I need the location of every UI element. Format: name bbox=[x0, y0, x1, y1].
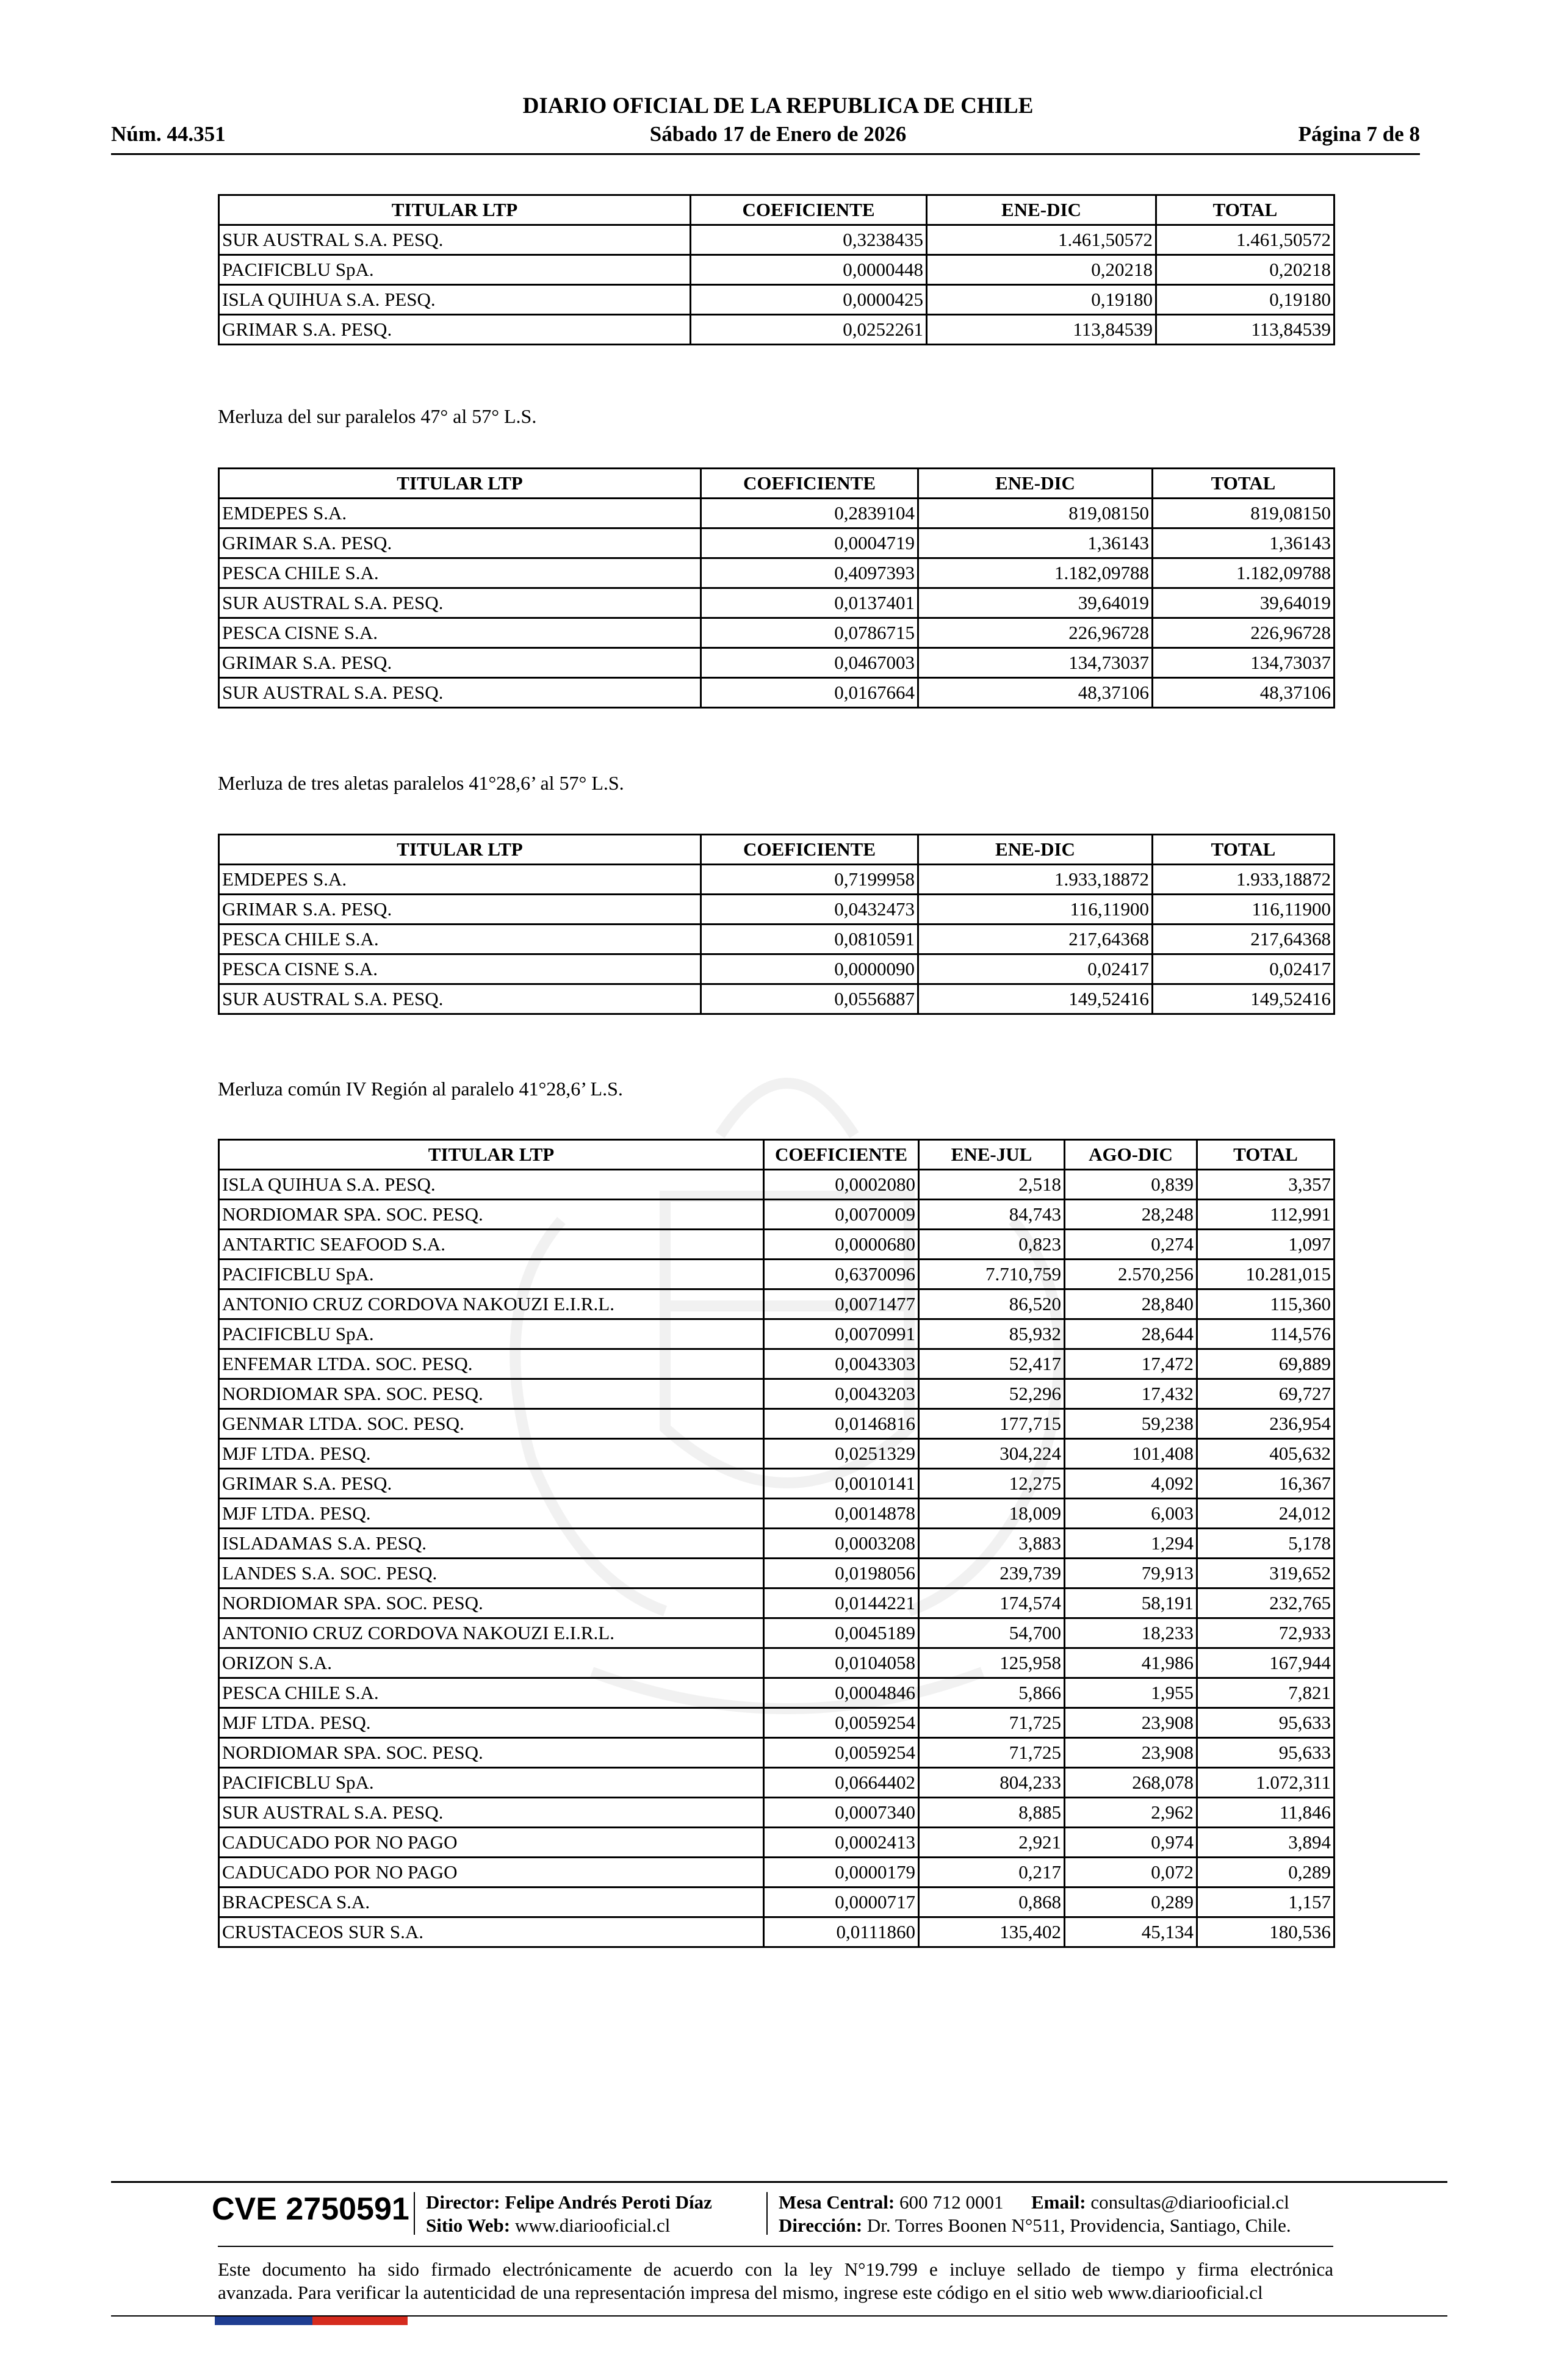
contact-line bbox=[779, 2191, 1289, 2214]
publication-title: DIARIO OFICIAL DE LA REPUBLICA DE CHILE bbox=[522, 93, 1034, 118]
titular-cell: PESCA CISNE S.A. bbox=[219, 618, 701, 648]
column-header: AGO-DIC bbox=[1065, 1140, 1197, 1170]
total-cell: 232,765 bbox=[1197, 1588, 1334, 1618]
column-header: TITULAR LTP bbox=[219, 469, 701, 499]
table-row bbox=[219, 1768, 1334, 1798]
table-header-row bbox=[219, 1140, 1334, 1170]
coeficiente-cell: 0,0002080 bbox=[764, 1170, 919, 1200]
table-row bbox=[219, 1888, 1334, 1917]
ene-jul-cell: 54,700 bbox=[919, 1618, 1065, 1648]
ago-dic-cell: 2.570,256 bbox=[1065, 1260, 1197, 1289]
ago-dic-cell: 1,955 bbox=[1065, 1678, 1197, 1708]
titular-cell: ANTARTIC SEAFOOD S.A. bbox=[219, 1230, 764, 1260]
coeficiente-cell: 0,0071477 bbox=[764, 1289, 919, 1319]
table-row bbox=[219, 865, 1334, 895]
total-cell: 72,933 bbox=[1197, 1618, 1334, 1648]
titular-cell: EMDEPES S.A. bbox=[219, 499, 701, 528]
total-cell: 819,08150 bbox=[1153, 499, 1334, 528]
coeficiente-cell: 0,0810591 bbox=[701, 925, 918, 954]
ene-jul-cell: 239,739 bbox=[919, 1559, 1065, 1588]
ago-dic-cell: 101,408 bbox=[1065, 1439, 1197, 1469]
titular-cell: ENFEMAR LTDA. SOC. PESQ. bbox=[219, 1349, 764, 1379]
table-row bbox=[219, 1828, 1334, 1858]
coeficiente-cell: 0,0000425 bbox=[691, 285, 927, 315]
titular-cell: NORDIOMAR SPA. SOC. PESQ. bbox=[219, 1200, 764, 1230]
phone-number: 600 712 0001 bbox=[899, 2191, 1004, 2213]
total-cell: 7,821 bbox=[1197, 1678, 1334, 1708]
table-row bbox=[219, 1559, 1334, 1588]
ago-dic-cell: 79,913 bbox=[1065, 1559, 1197, 1588]
total-cell: 134,73037 bbox=[1153, 648, 1334, 678]
titular-cell: SUR AUSTRAL S.A. PESQ. bbox=[219, 1798, 764, 1828]
coeficiente-cell: 0,0043303 bbox=[764, 1349, 919, 1379]
column-header: TITULAR LTP bbox=[219, 1140, 764, 1170]
column-header: COEFICIENTE bbox=[764, 1140, 919, 1170]
ago-dic-cell: 17,432 bbox=[1065, 1379, 1197, 1409]
section-caption: Merluza de tres aletas paralelos 41°28,6’ al 57° L.S. bbox=[218, 772, 624, 794]
footer-divider bbox=[218, 2246, 1333, 2247]
coeficiente-cell: 0,0000680 bbox=[764, 1230, 919, 1260]
table-row bbox=[219, 1678, 1334, 1708]
table-row bbox=[219, 954, 1334, 984]
table-row bbox=[219, 1439, 1334, 1469]
page-number: Página 7 de 8 bbox=[1298, 122, 1420, 146]
ene-jul-cell: 174,574 bbox=[919, 1588, 1065, 1618]
quota-table-merluza-tres-aletas bbox=[218, 834, 1335, 1015]
total-cell: 48,37106 bbox=[1153, 678, 1334, 708]
titular-cell: SUR AUSTRAL S.A. PESQ. bbox=[219, 984, 701, 1014]
titular-cell: CADUCADO POR NO PAGO bbox=[219, 1828, 764, 1858]
ago-dic-cell: 2,962 bbox=[1065, 1798, 1197, 1828]
ene-jul-cell: 85,932 bbox=[919, 1319, 1065, 1349]
ene-dic-cell: 48,37106 bbox=[918, 678, 1153, 708]
ene-jul-cell: 135,402 bbox=[919, 1917, 1065, 1947]
table-row bbox=[219, 1618, 1334, 1648]
coeficiente-cell: 0,0198056 bbox=[764, 1559, 919, 1588]
coeficiente-cell: 0,0104058 bbox=[764, 1648, 919, 1678]
coeficiente-cell: 0,6370096 bbox=[764, 1260, 919, 1289]
ago-dic-cell: 58,191 bbox=[1065, 1588, 1197, 1618]
titular-cell: GRIMAR S.A. PESQ. bbox=[219, 315, 691, 345]
ene-jul-cell: 71,725 bbox=[919, 1708, 1065, 1738]
email-link[interactable]: consultas@diariooficial.cl bbox=[1090, 2191, 1289, 2213]
ene-dic-cell: 116,11900 bbox=[918, 895, 1153, 925]
ene-dic-cell: 1.182,09788 bbox=[918, 558, 1153, 588]
titular-cell: CADUCADO POR NO PAGO bbox=[219, 1858, 764, 1888]
website-link[interactable]: www.diariooficial.cl bbox=[514, 2215, 671, 2236]
total-cell: 3,894 bbox=[1197, 1828, 1334, 1858]
coeficiente-cell: 0,0059254 bbox=[764, 1708, 919, 1738]
total-cell: 113,84539 bbox=[1156, 315, 1334, 345]
ago-dic-cell: 0,274 bbox=[1065, 1230, 1197, 1260]
table-row bbox=[219, 1379, 1334, 1409]
coeficiente-cell: 0,0004719 bbox=[701, 528, 918, 558]
cve-code: CVE 2750591 bbox=[212, 2191, 409, 2227]
total-cell: 116,11900 bbox=[1153, 895, 1334, 925]
coeficiente-cell: 0,0432473 bbox=[701, 895, 918, 925]
total-cell: 1,157 bbox=[1197, 1888, 1334, 1917]
ene-jul-cell: 2,921 bbox=[919, 1828, 1065, 1858]
table-row bbox=[219, 1349, 1334, 1379]
table-row bbox=[219, 315, 1334, 345]
titular-cell: ORIZON S.A. bbox=[219, 1648, 764, 1678]
coeficiente-cell: 0,0467003 bbox=[701, 648, 918, 678]
disclaimer-line: Este documento ha sido firmado electrónicamente de acuerdo con la ley N°19.799 e incluye sellado de tiempo y firma electrónica bbox=[218, 2259, 1333, 2280]
coeficiente-cell: 0,0137401 bbox=[701, 588, 918, 618]
ene-jul-cell: 3,883 bbox=[919, 1529, 1065, 1559]
column-header: COEFICIENTE bbox=[701, 469, 918, 499]
table-header-row bbox=[219, 195, 1334, 225]
titular-cell: LANDES S.A. SOC. PESQ. bbox=[219, 1559, 764, 1588]
coeficiente-cell: 0,0167664 bbox=[701, 678, 918, 708]
ene-dic-cell: 1.461,50572 bbox=[927, 225, 1156, 255]
ene-dic-cell: 1,36143 bbox=[918, 528, 1153, 558]
column-header: COEFICIENTE bbox=[691, 195, 927, 225]
titular-cell: PACIFICBLU SpA. bbox=[219, 1319, 764, 1349]
total-cell: 0,289 bbox=[1197, 1858, 1334, 1888]
ago-dic-cell: 0,974 bbox=[1065, 1828, 1197, 1858]
ene-dic-cell: 39,64019 bbox=[918, 588, 1153, 618]
ene-jul-cell: 125,958 bbox=[919, 1648, 1065, 1678]
ago-dic-cell: 18,233 bbox=[1065, 1618, 1197, 1648]
table-row bbox=[219, 1230, 1334, 1260]
table-row bbox=[219, 1529, 1334, 1559]
total-cell: 0,02417 bbox=[1153, 954, 1334, 984]
table-row bbox=[219, 558, 1334, 588]
total-cell: 114,576 bbox=[1197, 1319, 1334, 1349]
total-cell: 0,19180 bbox=[1156, 285, 1334, 315]
table-row bbox=[219, 588, 1334, 618]
titular-cell: NORDIOMAR SPA. SOC. PESQ. bbox=[219, 1379, 764, 1409]
titular-cell: GRIMAR S.A. PESQ. bbox=[219, 895, 701, 925]
website-label: Sitio Web: bbox=[426, 2215, 511, 2236]
ago-dic-cell: 1,294 bbox=[1065, 1529, 1197, 1559]
column-header: TOTAL bbox=[1153, 469, 1334, 499]
email-label: Email: bbox=[1031, 2191, 1086, 2213]
total-cell: 236,954 bbox=[1197, 1409, 1334, 1439]
coeficiente-cell: 0,0786715 bbox=[701, 618, 918, 648]
titular-cell: PESCA CHILE S.A. bbox=[219, 925, 701, 954]
ene-dic-cell: 0,02417 bbox=[918, 954, 1153, 984]
table-row bbox=[219, 255, 1334, 285]
coeficiente-cell: 0,0000717 bbox=[764, 1888, 919, 1917]
quota-table-merluza-comun bbox=[218, 1139, 1335, 1948]
total-cell: 1.461,50572 bbox=[1156, 225, 1334, 255]
ene-jul-cell: 84,743 bbox=[919, 1200, 1065, 1230]
total-cell: 24,012 bbox=[1197, 1499, 1334, 1529]
ene-jul-cell: 5,866 bbox=[919, 1678, 1065, 1708]
disclaimer-line: avanzada. Para verificar la autenticidad de una representación impresa del mismo, ingrese este código en el sitio web www.diariooficial.cl bbox=[218, 2282, 1263, 2303]
table-row bbox=[219, 678, 1334, 708]
table-row bbox=[219, 1798, 1334, 1828]
ene-dic-cell: 0,20218 bbox=[927, 255, 1156, 285]
address-line bbox=[779, 2214, 1291, 2237]
header-divider bbox=[111, 153, 1420, 155]
titular-cell: NORDIOMAR SPA. SOC. PESQ. bbox=[219, 1588, 764, 1618]
address-text: Dr. Torres Boonen N°511, Providencia, Santiago, Chile. bbox=[866, 2215, 1291, 2236]
section-caption: Merluza del sur paralelos 47° al 57° L.S. bbox=[218, 405, 537, 427]
total-cell: 1,36143 bbox=[1153, 528, 1334, 558]
table-row bbox=[219, 528, 1334, 558]
director-name: Felipe Andrés Peroti Díaz bbox=[505, 2191, 712, 2213]
coeficiente-cell: 0,0004846 bbox=[764, 1678, 919, 1708]
coeficiente-cell: 0,0070991 bbox=[764, 1319, 919, 1349]
director-label: Director: bbox=[426, 2191, 500, 2213]
column-header: COEFICIENTE bbox=[701, 835, 918, 865]
ene-dic-cell: 217,64368 bbox=[918, 925, 1153, 954]
column-header: TOTAL bbox=[1153, 835, 1334, 865]
ago-dic-cell: 23,908 bbox=[1065, 1738, 1197, 1768]
table-row bbox=[219, 1708, 1334, 1738]
table-row bbox=[219, 1738, 1334, 1768]
column-header: TOTAL bbox=[1156, 195, 1334, 225]
table-row bbox=[219, 1858, 1334, 1888]
ene-jul-cell: 18,009 bbox=[919, 1499, 1065, 1529]
ene-jul-cell: 71,725 bbox=[919, 1738, 1065, 1768]
titular-cell: CRUSTACEOS SUR S.A. bbox=[219, 1917, 764, 1947]
ago-dic-cell: 4,092 bbox=[1065, 1469, 1197, 1499]
coeficiente-cell: 0,0014878 bbox=[764, 1499, 919, 1529]
titular-cell: PACIFICBLU SpA. bbox=[219, 1260, 764, 1289]
ene-dic-cell: 1.933,18872 bbox=[918, 865, 1153, 895]
flag-stripe-red bbox=[312, 2317, 408, 2325]
titular-cell: PESCA CHILE S.A. bbox=[219, 558, 701, 588]
ene-jul-cell: 2,518 bbox=[919, 1170, 1065, 1200]
coeficiente-cell: 0,0000090 bbox=[701, 954, 918, 984]
table-row bbox=[219, 895, 1334, 925]
ene-jul-cell: 804,233 bbox=[919, 1768, 1065, 1798]
total-cell: 405,632 bbox=[1197, 1439, 1334, 1469]
coeficiente-cell: 0,0556887 bbox=[701, 984, 918, 1014]
coeficiente-cell: 0,7199958 bbox=[701, 865, 918, 895]
total-cell: 95,633 bbox=[1197, 1738, 1334, 1768]
ago-dic-cell: 23,908 bbox=[1065, 1708, 1197, 1738]
table-row bbox=[219, 618, 1334, 648]
column-header: ENE-DIC bbox=[918, 835, 1153, 865]
coeficiente-cell: 0,0070009 bbox=[764, 1200, 919, 1230]
table-row bbox=[219, 1289, 1334, 1319]
address-label: Dirección: bbox=[779, 2215, 863, 2236]
column-header: ENE-JUL bbox=[919, 1140, 1065, 1170]
total-cell: 3,357 bbox=[1197, 1170, 1334, 1200]
ene-jul-cell: 304,224 bbox=[919, 1439, 1065, 1469]
ene-jul-cell: 8,885 bbox=[919, 1798, 1065, 1828]
ene-dic-cell: 149,52416 bbox=[918, 984, 1153, 1014]
table-row bbox=[219, 499, 1334, 528]
ene-jul-cell: 86,520 bbox=[919, 1289, 1065, 1319]
column-header: TITULAR LTP bbox=[219, 835, 701, 865]
ene-jul-cell: 177,715 bbox=[919, 1409, 1065, 1439]
ene-jul-cell: 0,823 bbox=[919, 1230, 1065, 1260]
footer-divider bbox=[111, 2181, 1447, 2183]
flag-stripe-blue bbox=[215, 2317, 312, 2325]
coeficiente-cell: 0,0043203 bbox=[764, 1379, 919, 1409]
footer-separator bbox=[766, 2192, 768, 2235]
ago-dic-cell: 17,472 bbox=[1065, 1349, 1197, 1379]
coeficiente-cell: 0,2839104 bbox=[701, 499, 918, 528]
table-row bbox=[219, 648, 1334, 678]
coeficiente-cell: 0,4097393 bbox=[701, 558, 918, 588]
coeficiente-cell: 0,0251329 bbox=[764, 1439, 919, 1469]
coeficiente-cell: 0,0007340 bbox=[764, 1798, 919, 1828]
ago-dic-cell: 28,248 bbox=[1065, 1200, 1197, 1230]
coeficiente-cell: 0,3238435 bbox=[691, 225, 927, 255]
titular-cell: ISLA QUIHUA S.A. PESQ. bbox=[219, 285, 691, 315]
ene-jul-cell: 7.710,759 bbox=[919, 1260, 1065, 1289]
total-cell: 167,944 bbox=[1197, 1648, 1334, 1678]
signature-disclaimer bbox=[218, 2258, 1333, 2304]
column-header: ENE-DIC bbox=[927, 195, 1156, 225]
table-row bbox=[219, 925, 1334, 954]
titular-cell: NORDIOMAR SPA. SOC. PESQ. bbox=[219, 1738, 764, 1768]
total-cell: 1.182,09788 bbox=[1153, 558, 1334, 588]
ago-dic-cell: 59,238 bbox=[1065, 1409, 1197, 1439]
titular-cell: ISLADAMAS S.A. PESQ. bbox=[219, 1529, 764, 1559]
table-header-row bbox=[219, 469, 1334, 499]
titular-cell: MJF LTDA. PESQ. bbox=[219, 1439, 764, 1469]
titular-cell: PESCA CHILE S.A. bbox=[219, 1678, 764, 1708]
ene-dic-cell: 113,84539 bbox=[927, 315, 1156, 345]
total-cell: 95,633 bbox=[1197, 1708, 1334, 1738]
total-cell: 217,64368 bbox=[1153, 925, 1334, 954]
total-cell: 226,96728 bbox=[1153, 618, 1334, 648]
table-row bbox=[219, 1469, 1334, 1499]
ago-dic-cell: 0,289 bbox=[1065, 1888, 1197, 1917]
titular-cell: BRACPESCA S.A. bbox=[219, 1888, 764, 1917]
coeficiente-cell: 0,0146816 bbox=[764, 1409, 919, 1439]
table-row bbox=[219, 1260, 1334, 1289]
ago-dic-cell: 28,840 bbox=[1065, 1289, 1197, 1319]
quota-table-merluza-sur bbox=[218, 467, 1335, 709]
titular-cell: GRIMAR S.A. PESQ. bbox=[219, 648, 701, 678]
column-header: TOTAL bbox=[1197, 1140, 1334, 1170]
titular-cell: GENMAR LTDA. SOC. PESQ. bbox=[219, 1409, 764, 1439]
website-line bbox=[426, 2214, 670, 2237]
table-row bbox=[219, 1917, 1334, 1947]
table-row bbox=[219, 225, 1334, 255]
titular-cell: GRIMAR S.A. PESQ. bbox=[219, 1469, 764, 1499]
section-caption: Merluza común IV Región al paralelo 41°28,6’ L.S. bbox=[218, 1078, 623, 1100]
titular-cell: SUR AUSTRAL S.A. PESQ. bbox=[219, 678, 701, 708]
quota-table-continuation bbox=[218, 194, 1335, 345]
total-cell: 319,652 bbox=[1197, 1559, 1334, 1588]
table-row bbox=[219, 1499, 1334, 1529]
ene-jul-cell: 52,296 bbox=[919, 1379, 1065, 1409]
ene-jul-cell: 12,275 bbox=[919, 1469, 1065, 1499]
footer-separator bbox=[414, 2192, 415, 2235]
table-row bbox=[219, 1648, 1334, 1678]
titular-cell: ANTONIO CRUZ CORDOVA NAKOUZI E.I.R.L. bbox=[219, 1618, 764, 1648]
total-cell: 11,846 bbox=[1197, 1798, 1334, 1828]
total-cell: 1,097 bbox=[1197, 1230, 1334, 1260]
ene-dic-cell: 819,08150 bbox=[918, 499, 1153, 528]
total-cell: 1.933,18872 bbox=[1153, 865, 1334, 895]
titular-cell: MJF LTDA. PESQ. bbox=[219, 1708, 764, 1738]
coeficiente-cell: 0,0664402 bbox=[764, 1768, 919, 1798]
total-cell: 39,64019 bbox=[1153, 588, 1334, 618]
coeficiente-cell: 0,0010141 bbox=[764, 1469, 919, 1499]
ene-dic-cell: 134,73037 bbox=[918, 648, 1153, 678]
phone-label: Mesa Central: bbox=[779, 2191, 895, 2213]
total-cell: 69,727 bbox=[1197, 1379, 1334, 1409]
total-cell: 112,991 bbox=[1197, 1200, 1334, 1230]
table-row bbox=[219, 984, 1334, 1014]
table-row bbox=[219, 1170, 1334, 1200]
publication-date: Sábado 17 de Enero de 2026 bbox=[649, 122, 907, 146]
coeficiente-cell: 0,0252261 bbox=[691, 315, 927, 345]
total-cell: 1.072,311 bbox=[1197, 1768, 1334, 1798]
total-cell: 16,367 bbox=[1197, 1469, 1334, 1499]
titular-cell: PESCA CISNE S.A. bbox=[219, 954, 701, 984]
ene-jul-cell: 52,417 bbox=[919, 1349, 1065, 1379]
ago-dic-cell: 0,072 bbox=[1065, 1858, 1197, 1888]
director-line bbox=[426, 2191, 712, 2214]
titular-cell: SUR AUSTRAL S.A. PESQ. bbox=[219, 588, 701, 618]
total-cell: 180,536 bbox=[1197, 1917, 1334, 1947]
total-cell: 115,360 bbox=[1197, 1289, 1334, 1319]
coeficiente-cell: 0,0000179 bbox=[764, 1858, 919, 1888]
column-header: TITULAR LTP bbox=[219, 195, 691, 225]
table-row bbox=[219, 1588, 1334, 1618]
ago-dic-cell: 28,644 bbox=[1065, 1319, 1197, 1349]
coeficiente-cell: 0,0045189 bbox=[764, 1618, 919, 1648]
total-cell: 69,889 bbox=[1197, 1349, 1334, 1379]
total-cell: 5,178 bbox=[1197, 1529, 1334, 1559]
table-row bbox=[219, 285, 1334, 315]
coeficiente-cell: 0,0002413 bbox=[764, 1828, 919, 1858]
titular-cell: ISLA QUIHUA S.A. PESQ. bbox=[219, 1170, 764, 1200]
coeficiente-cell: 0,0111860 bbox=[764, 1917, 919, 1947]
table-row bbox=[219, 1409, 1334, 1439]
coeficiente-cell: 0,0059254 bbox=[764, 1738, 919, 1768]
ene-jul-cell: 0,868 bbox=[919, 1888, 1065, 1917]
total-cell: 10.281,015 bbox=[1197, 1260, 1334, 1289]
total-cell: 0,20218 bbox=[1156, 255, 1334, 285]
titular-cell: PACIFICBLU SpA. bbox=[219, 255, 691, 285]
ago-dic-cell: 268,078 bbox=[1065, 1768, 1197, 1798]
ago-dic-cell: 0,839 bbox=[1065, 1170, 1197, 1200]
ago-dic-cell: 6,003 bbox=[1065, 1499, 1197, 1529]
coeficiente-cell: 0,0000448 bbox=[691, 255, 927, 285]
titular-cell: EMDEPES S.A. bbox=[219, 865, 701, 895]
titular-cell: SUR AUSTRAL S.A. PESQ. bbox=[219, 225, 691, 255]
table-row bbox=[219, 1319, 1334, 1349]
table-header-row bbox=[219, 835, 1334, 865]
ene-dic-cell: 226,96728 bbox=[918, 618, 1153, 648]
table-row bbox=[219, 1200, 1334, 1230]
titular-cell: GRIMAR S.A. PESQ. bbox=[219, 528, 701, 558]
column-header: ENE-DIC bbox=[918, 469, 1153, 499]
titular-cell: PACIFICBLU SpA. bbox=[219, 1768, 764, 1798]
ago-dic-cell: 41,986 bbox=[1065, 1648, 1197, 1678]
issue-number: Núm. 44.351 bbox=[111, 122, 226, 146]
titular-cell: MJF LTDA. PESQ. bbox=[219, 1499, 764, 1529]
titular-cell: ANTONIO CRUZ CORDOVA NAKOUZI E.I.R.L. bbox=[219, 1289, 764, 1319]
total-cell: 149,52416 bbox=[1153, 984, 1334, 1014]
coeficiente-cell: 0,0003208 bbox=[764, 1529, 919, 1559]
ene-jul-cell: 0,217 bbox=[919, 1858, 1065, 1888]
ago-dic-cell: 45,134 bbox=[1065, 1917, 1197, 1947]
ene-dic-cell: 0,19180 bbox=[927, 285, 1156, 315]
coeficiente-cell: 0,0144221 bbox=[764, 1588, 919, 1618]
